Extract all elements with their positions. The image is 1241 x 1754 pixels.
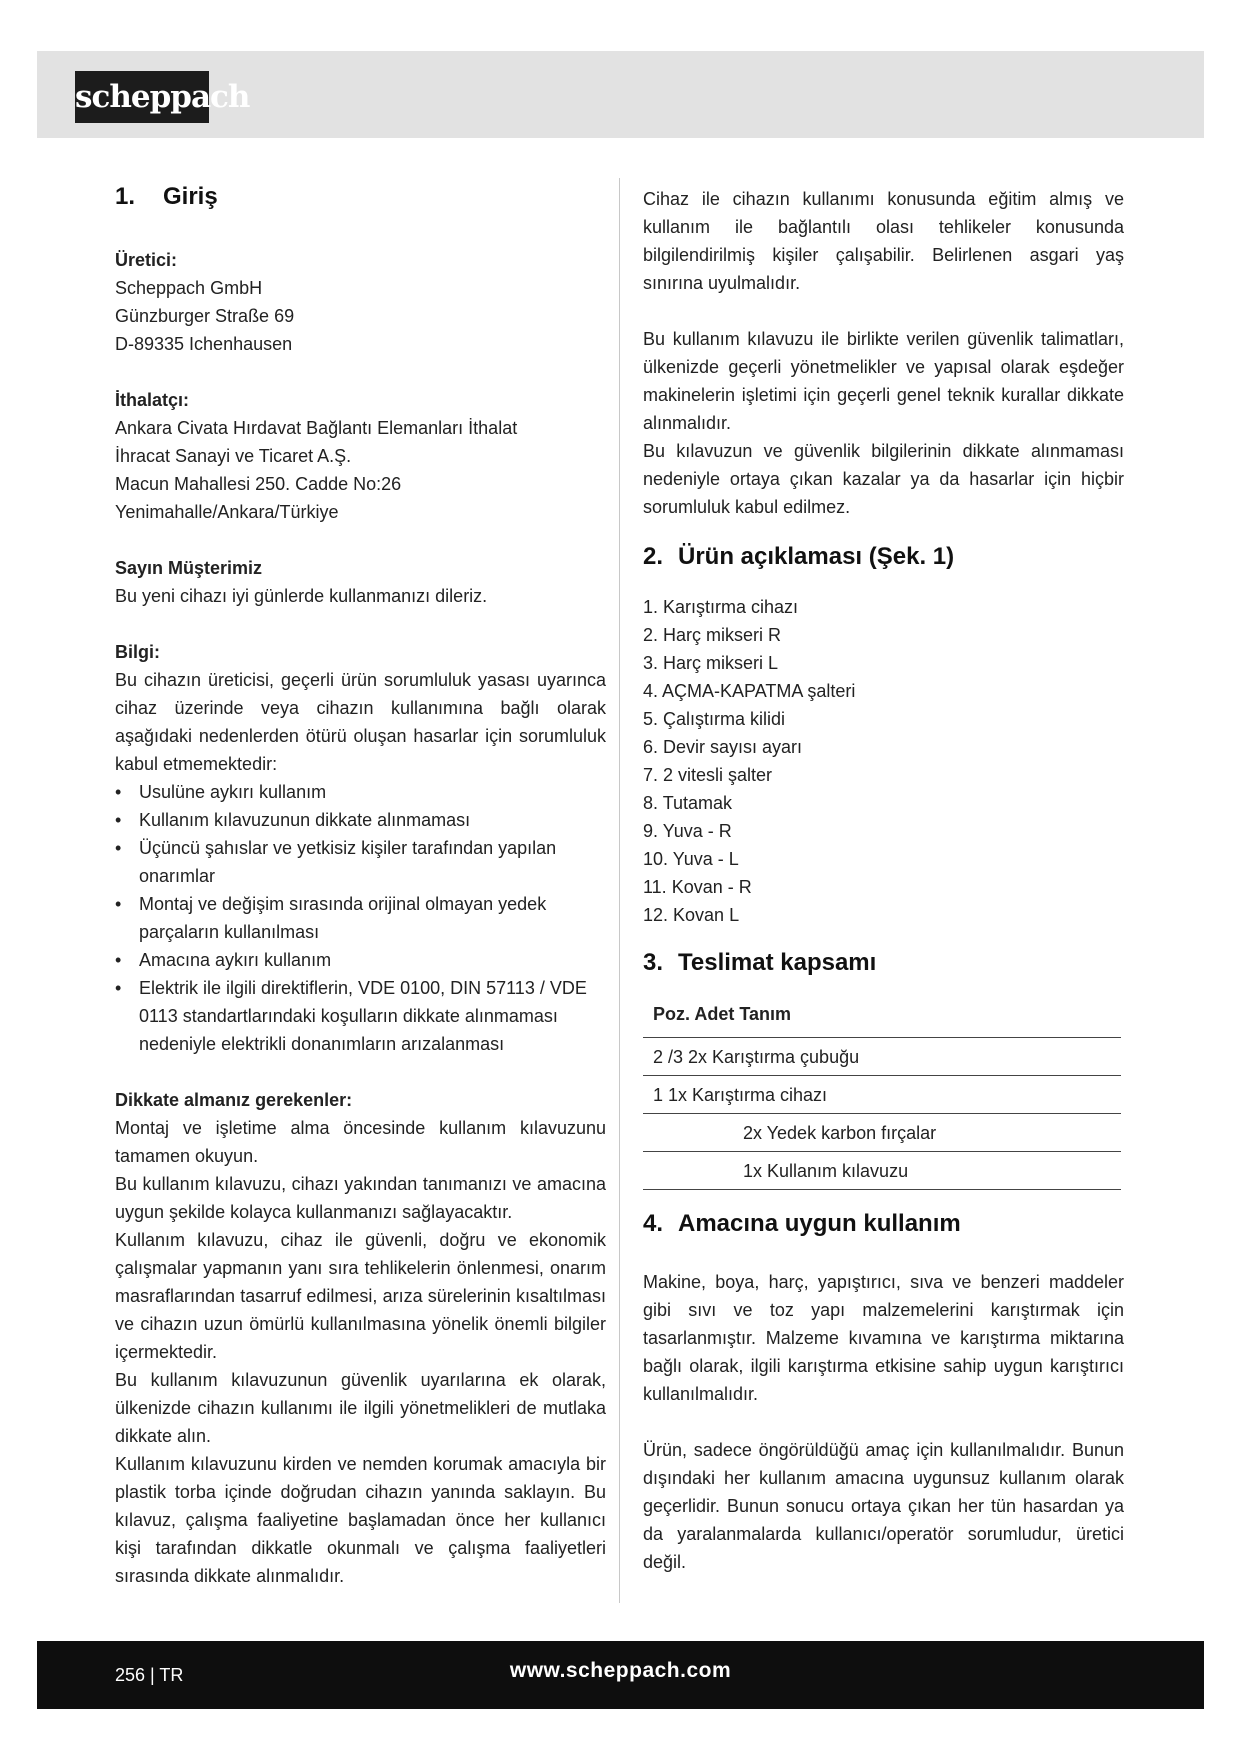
intro-paragraph: Cihaz ile cihazın kullanımı konusunda eğitim almış ve kullanım ile bağlantılı olası tehlikeler konusunda bilgilendirilmiş kişiler çalışabilir. Belirlenen asgari yaş sınırına uyulmalıdır. bbox=[643, 189, 1124, 293]
info-text: Bu cihazın üreticisi, geçerli ürün sorumluluk yasası uyarınca cihaz üzerinde veya cihazın kullanımına bağlı olarak aşağıdaki nedenlerden ötürü oluşan hasarlar için sorumluluk kabul etmemektedir: bbox=[115, 670, 606, 774]
manufacturer-line: Scheppach GmbH bbox=[115, 278, 263, 298]
intro-paragraph: Bu kullanım kılavuzu ile birlikte verilen güvenlik talimatları, ülkenizde geçerli yönetmelikler ve yapısal olarak eşdeğer makinelerin işletimi için geçerli genel teknik kurallar dikkate alınmalıdır. bbox=[643, 329, 1124, 433]
list-item: 3. Harç mikseri L bbox=[643, 653, 779, 673]
delivery-scope-table bbox=[643, 991, 1121, 1190]
page-number: 256 | TR bbox=[115, 1665, 184, 1685]
notes-paragraph: Bu kullanım kılavuzunun güvenlik uyarılarına ek olarak, ülkenizde cihazın kullanımı ile ilgili yönetmelikleri de mutlaka dikkate alın. bbox=[115, 1370, 606, 1446]
info-label: Bilgi: bbox=[115, 642, 160, 662]
list-item: 4. AÇMA-KAPATMA şalteri bbox=[643, 681, 856, 701]
list-item: 2. Harç mikseri R bbox=[643, 625, 782, 645]
list-item: 8. Tutamak bbox=[643, 793, 733, 813]
use-paragraph: Ürün, sadece öngörüldüğü amaç için kullanılmalıdır. Bunun dışındaki her kullanım amacına uygunsuz kullanım olarak geçerlidir. Bunun sonucu ortaya çıkan her tün hasardan ya da yaralanmalarda kullanıcı/operatör sorumludur, üretici değil. bbox=[643, 1440, 1124, 1572]
page-header bbox=[37, 51, 1204, 138]
section-2-number: 2. bbox=[643, 543, 664, 570]
list-item: • Amacına aykırı kullanım bbox=[115, 946, 606, 974]
table-row: 1x Kullanım kılavuzu bbox=[643, 1152, 1121, 1190]
list-item: 6. Devir sayısı ayarı bbox=[643, 737, 803, 757]
intro-paragraph: Bu kılavuzun ve güvenlik bilgilerinin dikkate alınmaması nedeniyle ortaya çıkan kazalar ya da hasarlar için hiçbir sorumluluk kabul edilmez. bbox=[643, 441, 1124, 517]
section-3-title: Teslimat kapsamı bbox=[678, 949, 877, 976]
section-3-number: 3. bbox=[643, 949, 664, 976]
list-item: 12. Kovan L bbox=[643, 905, 740, 925]
manufacturer-label: Üretici: bbox=[115, 250, 178, 270]
list-item: • Montaj ve değişim sırasında orijinal olmayan yedek parçaların kullanılması bbox=[115, 890, 606, 946]
list-item: 9. Yuva - R bbox=[643, 821, 732, 841]
list-item: 5. Çalıştırma kilidi bbox=[643, 709, 786, 729]
column-divider bbox=[619, 178, 620, 1603]
list-item: • Üçüncü şahıslar ve yetkisiz kişiler tarafından yapılan onarımlar bbox=[115, 834, 606, 890]
right-column bbox=[643, 185, 1124, 1576]
notes-paragraph: Kullanım kılavuzu, cihaz ile güvenli, doğru ve ekonomik çalışmalar yapmanın yanı sıra tehlikelerin önlenmesi, onarım masraflarından tasarruf edilmesi, arıza sürelerinin kısaltılması ve cihazın uzun ömürlü kullanılmasına yönelik önemli bilgiler içermektedir. bbox=[115, 1230, 606, 1362]
customer-label: Sayın Müşterimiz bbox=[115, 558, 263, 578]
section-2-title: Ürün açıklaması (Şek. 1) bbox=[678, 543, 955, 570]
section-2-heading bbox=[643, 539, 1124, 575]
section-4-number: 4. bbox=[643, 1210, 664, 1237]
list-item: 10. Yuva - L bbox=[643, 849, 739, 869]
importer-line: Yenimahalle/Ankara/Türkiye bbox=[115, 502, 339, 522]
page-footer bbox=[37, 1641, 1204, 1709]
notes-paragraph: Kullanım kılavuzunu kirden ve nemden korumak amacıyla bir plastik torba içinde doğrudan cihazın yanında saklayın. Bu kılavuz, çalışma faaliyetine başlamadan önce her kullanıcı kişi tarafından dikkatle okunmalı ve çalışma faaliyetleri sırasında dikkate alınmalıdır. bbox=[115, 1454, 606, 1586]
customer-text: Bu yeni cihazı iyi günlerde kullanmanızı dileriz. bbox=[115, 586, 488, 606]
parts-list bbox=[643, 593, 1124, 929]
notes-paragraph: Montaj ve işletime alma öncesinde kullanım kılavuzunu tamamen okuyun. bbox=[115, 1118, 606, 1166]
importer-line: Macun Mahallesi 250. Cadde No:26 bbox=[115, 474, 402, 494]
scheppach-logo: scheppach bbox=[75, 71, 209, 123]
section-1-title: Giriş bbox=[163, 183, 218, 210]
list-item: 7. 2 vitesli şalter bbox=[643, 765, 773, 785]
notes-paragraph: Bu kullanım kılavuzu, cihazı yakından tanımanızı ve amacına uygun şekilde kolayca kullanmanızı sağlayacaktır. bbox=[115, 1174, 606, 1222]
table-row: 2 /3 2x Karıştırma çubuğu bbox=[643, 1038, 1121, 1076]
importer-line: İhracat Sanayi ve Ticaret A.Ş. bbox=[115, 446, 352, 466]
section-4-heading bbox=[643, 1206, 1124, 1242]
list-item: • Elektrik ile ilgili direktiflerin, VDE 0100, DIN 57113 / VDE 0113 standartlarındaki koşulların dikkate alınmaması nedeniyle elektrikli donanımların arızalanması bbox=[115, 974, 606, 1058]
importer-line: Ankara Civata Hırdavat Bağlantı Elemanları İthalat bbox=[115, 418, 518, 438]
section-4-title: Amacına uygun kullanım bbox=[678, 1210, 961, 1237]
list-item: 1. Karıştırma cihazı bbox=[643, 597, 799, 617]
use-paragraph: Makine, boya, harç, yapıştırıcı, sıva ve benzeri maddeler gibi sıvı ve toz yapı malzemelerini karıştırmak için tasarlanmıştır. Malzeme kıvamına ve karıştırma miktarına bağlı olarak, ilgili karıştırma etkisine sahip uygun karıştırıcı kullanılmalıdır. bbox=[643, 1272, 1124, 1404]
liability-list bbox=[115, 778, 606, 1058]
list-item: 11. Kovan - R bbox=[643, 877, 752, 897]
section-1-heading bbox=[115, 178, 606, 216]
table-row: 1 1x Karıştırma cihazı bbox=[643, 1076, 1121, 1114]
manufacturer-line: Günzburger Straße 69 bbox=[115, 306, 295, 326]
notes-label: Dikkate almanız gerekenler: bbox=[115, 1090, 353, 1110]
left-column bbox=[115, 178, 606, 1590]
list-item: • Kullanım kılavuzunun dikkate alınmaması bbox=[115, 806, 606, 834]
website-link[interactable]: www.scheppach.com bbox=[509, 1659, 732, 1682]
table-header: Poz. Adet Tanım bbox=[643, 991, 1121, 1038]
list-item: • Usulüne aykırı kullanım bbox=[115, 778, 606, 806]
section-1-number: 1. bbox=[115, 183, 136, 210]
table-row: 2x Yedek karbon fırçalar bbox=[643, 1114, 1121, 1152]
section-3-heading bbox=[643, 945, 1124, 981]
importer-label: İthalatçı: bbox=[115, 390, 190, 410]
manufacturer-line: D-89335 Ichenhausen bbox=[115, 334, 293, 354]
